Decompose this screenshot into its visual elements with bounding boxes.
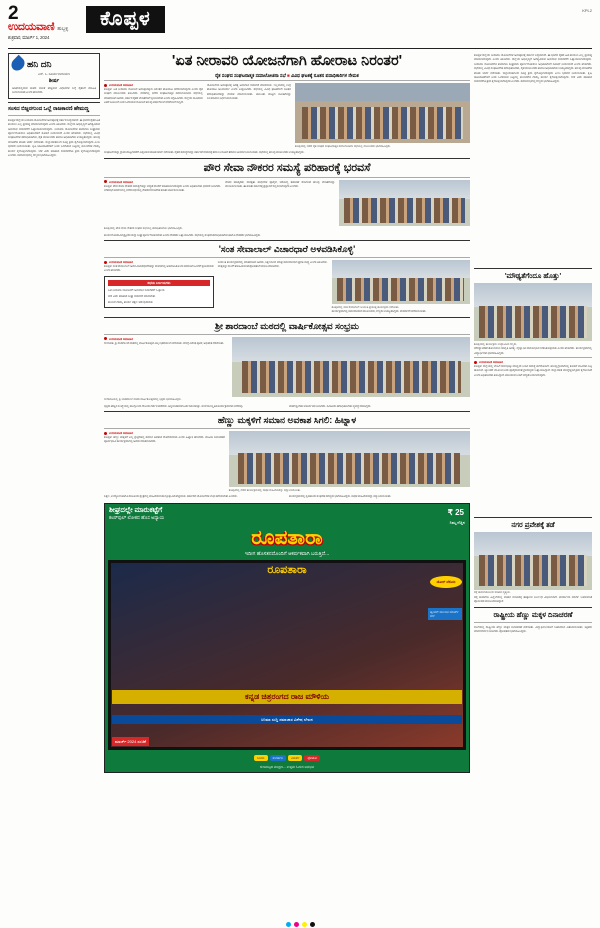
- hani-dani-sub: ಎಸ್. ಸಿ. ಸೂರ್ಯನಾರಾಯಣ: [37, 72, 71, 76]
- left-column: [8, 53, 100, 928]
- lead-body-row: [104, 83, 470, 148]
- hani-dani-logo-row: [12, 57, 96, 71]
- sevalal-row: [104, 260, 470, 314]
- sevalal-text-2: ಜಯಂತಿ ಕಾರ್ಯಕ್ರಮದಲ್ಲಿ ಮಾತನಾಡಿದ ಅವರು, ಶಿಕ್ಷಣದಿಂದ ಮಾತ್ರ ಸಮುದಾಯದ ಪ್ರಗತಿ ಸಾಧ್ಯ ಎಂದು ತಿಳಿಸಿದರು. ಮಕ್ಕಳನ್ನು ಶಾಲೆಗೆ ಕಳುಹಿಸುವಂತೆ ಪೋಷಕರಿಗೆ ಮನವಿ ಮಾಡಿದರು.: [217, 260, 328, 269]
- lead-photo-caption: ಕೊಪ್ಪಳದಲ್ಲಿ ನಡೆದ ರೈತ ಸಂಘದ ಸಂಘಟನಾತ್ಮಕ ಸಮಾಲೋಚನಾ ಸಭೆಯಲ್ಲಿ ಮುಖಂಡರು ಭಾಗವಹಿಸಿದ್ದರು.: [294, 143, 391, 148]
- paper-name: ಉದಯವಾಣಿ: [8, 21, 55, 33]
- women-text-2: ಶಿಕ್ಷಣ, ಉದ್ಯೋಗ ಹಾಗೂ ರಾಜಕೀಯ ಕ್ಷೇತ್ರದಲ್ಲಿ ಮಹಿಳೆಯರ ಪಾಲ್ಗೊಳ್ಳುವಿಕೆ ಹೆಚ್ಚಬೇಕು. ಸರ್ಕಾರದ ಯೋಜನೆಗಳ ಲಾಭ ಪಡೆಯಬೇಕು ಎಂದರು.: [104, 494, 238, 499]
- temple-col-1: [104, 337, 228, 397]
- sevalal-col-2: [218, 260, 328, 314]
- civic-text-3: ಕಾಯಂಗೊಳಿಸುವಿಕೆ ಪ್ರಕ್ರಿಯೆಯನ್ನು ಶೀಘ್ರ ಪೂರ್ಣಗೊಳಿಸಬೇಕು ಎಂದು ನೌಕರರು ಒತ್ತಾಯಿಸಿದರು. ಸಭೆಯಲ್ಲಿ ಸಂಘದ ಪದಾಧಿಕಾರಿಗಳು ಹಾಗೂ ನೌಕರರು ಭಾಗವಹಿಸಿದ್ದರು.: [104, 232, 261, 237]
- divider: [104, 334, 470, 335]
- sevalal-caption: ಕೊಪ್ಪಳದಲ್ಲಿ ಸಂತ ಸೇವಾಲಾಲ್ ಜಯಂತಿ ಪ್ರಯುಕ್ತ ಕಾರ್ಯಕ್ರಮ ನಡೆಯಿತು.: [331, 304, 400, 309]
- ad-chip[interactable]: ಫೋಟೋ: [304, 755, 320, 761]
- civic-byline: ಉದಯವಾಣಿ ಸಮಾಚಾರ: [104, 180, 221, 184]
- page-body: [8, 53, 592, 928]
- registration-dot-black: [310, 922, 315, 927]
- divider: [8, 102, 100, 103]
- resolutions-header: ಸಭೆಯ ನಿರ್ಣಯಗಳು: [108, 280, 210, 286]
- divider: [104, 80, 470, 81]
- women-row: [104, 431, 470, 492]
- resolution-item: ಕಾಲುವೆ ದುರಸ್ತಿ ಕಾರ್ಯ ತಕ್ಷಣ ಆರಂಭಿಸಬೇಕು: [108, 300, 153, 305]
- right-story1-caption: ಕೊಪ್ಪಳದಲ್ಲಿ ಕಾರ್ಯಕ್ರಮ ಉದ್ಘಾಟಿಸಿದ ಗಣ್ಯರು.: [474, 341, 517, 346]
- divider: [104, 177, 470, 178]
- temple-caption: ಗಂಗಾವತಿಯಲ್ಲಿ ಶ್ರೀ ಶಾರದಾಂಬೆ ಮಠದ ವಾರ್ಷಿಕೋತ್ಸವದಲ್ಲಿ ಭಕ್ತರು ಭಾಗವಹಿಸಿದ್ದರು.: [104, 397, 182, 401]
- ad-line-1: ಶೀಘ್ರದಲ್ಲೇ ಮಾರುಕಟ್ಟೆಗೆ: [109, 506, 163, 514]
- ad-callout-2: ಟ್ವಿಂಕಲ್ ಮುಂದಿನ ಮಾರ್ಚ್ ಬೆಲೆ: [428, 608, 462, 620]
- right-story1-headline: 'ಮೌಢ್ಯತೆಗೆಂದೂ ಹೊತ್ತು': [504, 273, 562, 280]
- lead-headline: 'ಏತ ನೀರಾವರಿ ಯೋಜನೆಗಾಗಿ ಹೋರಾಟ ನಿರಂತರ': [171, 53, 403, 69]
- ad-tagline: ನಿಮ್ಮ ನೆಚ್ಚಿನ: [449, 519, 465, 525]
- divider: [474, 622, 592, 623]
- lead-subhead-left: ರೈತ ಸಂಘದ ಸಂಘಟನಾತ್ಮಕ ಸಮಾಲೋಚನಾ ಸಭೆ: [215, 73, 286, 78]
- registration-dot-magenta: [294, 922, 299, 927]
- resolutions-box: [104, 276, 214, 309]
- lead-subhead-right: ವಿವಿಧ ಘಟಕಕ್ಕೆ ನೂತನ ಪದಾಧಿಕಾರಿಗಳ ನೇಮಕ: [291, 73, 359, 78]
- edition-title-box: [86, 6, 582, 33]
- women-photo: [229, 431, 470, 487]
- temple-row: [104, 337, 470, 397]
- civic-headline: ಪೌರ ಸೇವಾ ನೌಕರರ ಸಮಸ್ಯೆ ಪರಿಹಾರಕ್ಕೆ ಭರವಸೆ: [203, 161, 371, 174]
- right-column: [474, 53, 592, 928]
- lead-col-1: [104, 83, 203, 148]
- masthead: [8, 3, 592, 49]
- women-col-1: [104, 431, 225, 492]
- ad-sub: ಇದೀಗ ಹೊಸತನದೊಂದಿಗೆ ಆಕರ್ಷಕವಾಗಿ ಬರುತ್ತಿದೆ...: [244, 550, 330, 557]
- temple-photo: [232, 337, 470, 397]
- resolution-item: ಬೆಳೆ ವಿಮೆ ಪರಿಹಾರ ಶೀಘ್ರ ಬಿಡುಗಡೆ ಮಾಡಬೇಕು: [108, 294, 156, 299]
- edition-code: KPL2: [582, 8, 592, 13]
- women-caption: ಕೊಪ್ಪಳದಲ್ಲಿ ನಡೆದ ಕಾರ್ಯಕ್ರಮದಲ್ಲಿ ಸಾಧಕ ಮಹಿಳೆಯರನ್ನು ಸನ್ಮಾನಿಸಲಾಯಿತು.: [228, 487, 301, 492]
- ad-issue-badge: ಮಾರ್ಚ್ 2024 ಸಂಚಿಕೆ: [112, 737, 149, 746]
- temple-byline: ಉದಯವಾಣಿ ಸಮಾಚಾರ: [104, 337, 228, 341]
- civic-photo-block: [339, 180, 470, 226]
- subhead-separator-icon: ■: [287, 73, 292, 78]
- lead-photo: [295, 83, 470, 143]
- resolution-item: ಏತ ನೀರಾವರಿ ಯೋಜನೆಗೆ ಅನುದಾನ ಬಿಡುಗಡೆಗೆ ಒತ್ತಾಯ: [108, 287, 165, 292]
- divider: [104, 158, 470, 159]
- right-story1-body: ಮೌಢ್ಯಾಚರಣೆ ತೊಲಗಿಸಲು ಜಾಗೃತಿ ಅಗತ್ಯ. ವೈಜ್ಞಾನಿಕ ಮನೋಭಾವ ಬೆಳೆಸಿಕೊಳ್ಳಬೇಕು ಎಂದು ಹೇಳಿದರು. ಕಾರ್ಯಕ್ರಮದಲ್ಲಿ ವಿದ್ಯಾರ್ಥಿಗಳು ಭಾಗವಹಿಸಿದ್ದರು.: [474, 346, 592, 355]
- right-story3-body: ರಸ್ತೆ ಕಾಮಗಾರಿ ಹಿನ್ನೆಲೆಯಲ್ಲಿ ವಾಹನ ಸಂಚಾರಕ್ಕೆ ತಾತ್ಕಾಲಿಕ ನಿರ್ಬಂಧ ವಿಧಿಸಲಾಗಿದೆ. ಪರ್ಯಾಯ ಮಾರ್ಗ ಬಳಸುವಂತೆ ಪೊಲೀಸರು ಮನವಿ ಮಾಡಿದ್ದಾರೆ.: [474, 595, 592, 604]
- temple-headline: ಶ್ರೀ ಶಾರದಾಂಬೆ ಮಠದಲ್ಲಿ ವಾರ್ಷಿಕೋತ್ಸವ ಸಂಭ್ರಮ: [215, 320, 359, 331]
- ad-title: ರೂಪತಾರಾ: [251, 526, 323, 549]
- rupatara-advertisement[interactable]: [104, 503, 470, 773]
- page-number-block: [8, 3, 86, 40]
- right-story2-body: ಕೊಪ್ಪಳ: ಜಿಲ್ಲೆಯಲ್ಲಿ ಬೇಸಿಗೆ ಆರಂಭಕ್ಕೂ ಮುನ್ನವೇ ನೀರಿನ ಸಮಸ್ಯೆ ತಲೆದೋರಿದೆ. ಹಲವು ಗ್ರಾಮಗಳಲ್ಲಿ ಕೊಳವೆ ಬಾವಿಗಳು ಬತ್ತಿ ಹೋಗಿವೆ. ಟ್ಯಾಂಕರ್ ಮೂಲಕ ನೀರು ಪೂರೈಸುವಂತೆ ಗ್ರಾಮಸ್ಥರು ಒತ್ತಾಯಿಸಿದ್ದಾರೆ. ಜಿಲ್ಲಾಡಳಿತ ಮುನ್ನೆಚ್ಚರಿಕೆ ಕ್ರಮ ಕೈಗೊಂಡಿದೆ ಎಂದು ಅಧಿಕಾರಿಗಳು ತಿಳಿಸಿದ್ದಾರೆ. ಕುಡಿಯುವ ನೀರಿಗೆ ಆದ್ಯತೆ ನೀಡಲಾಗುವುದು.: [474, 363, 592, 377]
- divider: [474, 268, 592, 269]
- registration-dot-cyan: [286, 922, 291, 927]
- hani-dani-ad: [8, 53, 100, 99]
- city-name: ಹುಬ್ಬಳ್ಳಿ: [57, 26, 69, 31]
- date-line: ಶುಕ್ರವಾರ, ಮಾರ್ಚ್ 1, 2024: [8, 35, 50, 40]
- ad-cover-title: ರೂಪತಾರಾ: [267, 563, 307, 576]
- civic-photo: [339, 180, 470, 226]
- lead-text-2: ಯೋಜನೆಯ ಅನುಷ್ಠಾನಕ್ಕೆ ಅಗತ್ಯ ಅನುದಾನ ಬಿಡುಗಡೆ ಮಾಡಬೇಕು. ಇಲ್ಲವಾದಲ್ಲಿ ಉಗ್ರ ಹೋರಾಟ ಅನಿವಾರ್ಯ ಎಂದು ಎಚ್ಚರಿಸಿದರು. ಸಭೆಯಲ್ಲಿ ವಿವಿಧ ಘಟಕಗಳಿಗೆ ನೂತನ ಪದಾಧಿಕಾರಿಗಳನ್ನು ನೇಮಕ ಮಾಡಲಾಯಿತು. ತಾಲೂಕು ಮಟ್ಟದ ಸಮಿತಿಗಳನ್ನು ಬಲಪಡಿಸಲು ನಿರ್ಧರಿಸಲಾಯಿತು.: [206, 83, 291, 101]
- ad-header: [105, 504, 469, 528]
- sevalal-photo: [332, 260, 470, 304]
- hani-dani-brand: ಹನಿ ದನಿ: [27, 58, 52, 69]
- civic-col-1: [104, 180, 221, 226]
- divider: [104, 428, 470, 429]
- civic-row: [104, 180, 470, 226]
- temple-text-row: [104, 404, 470, 408]
- right-story4-body: ಶಾಲೆಯಲ್ಲಿ ರಾಷ್ಟ್ರೀಯ ಹೆಣ್ಣು ಮಕ್ಕಳ ದಿನಾಚರಣೆ ನಡೆಯಿತು. ವಿದ್ಯಾರ್ಥಿನಿಯರಿಗೆ ಬಹುಮಾನ ವಿತರಿಸಲಾಯಿತು. ಶಿಕ್ಷಕರು ಮಾರ್ಗದರ್ಶನ ನೀಡಿದರು. ಪೋಷಕರು ಭಾಗವಹಿಸಿದ್ದರು.: [474, 624, 592, 634]
- sevalal-text-3: ಕಾರ್ಯಕ್ರಮದಲ್ಲಿ ಸಮುದಾಯದ ಮುಖಂಡರು, ಗಣ್ಯರು ಉಪಸ್ಥಿತರಿದ್ದರು. ಮೆರವಣಿಗೆ ನಡೆಸಲಾಯಿತು.: [331, 309, 427, 314]
- sevalal-byline: ಉದಯವಾಣಿ ಸಮಾಚಾರ: [104, 260, 214, 264]
- divider: [8, 115, 100, 116]
- right-story4-headline: ರಾಷ್ಟ್ರೀಯ ಹೆಣ್ಣು ಮಕ್ಕಳ ದಿನಾಚರಣೆ: [493, 611, 573, 619]
- temple-text-2: ಭಕ್ತರು ಹೆಚ್ಚಿನ ಸಂಖ್ಯೆಯಲ್ಲಿ ಪಾಲ್ಗೊಂಡು ದೇವಿಯ ದರ್ಶನ ಪಡೆದರು. ಅನ್ನಸಂತರ್ಪಣೆ ಏರ್ಪಡಿಸಲಾಗಿತ್ತು. ಸಂಜೆ ಸಾಂಸ್ಕೃತಿಕ ಕಾರ್ಯಕ್ರಮಗಳು ನಡೆದವು.: [104, 403, 244, 408]
- temple-text-1: ಗಂಗಾವತಿ: ಶ್ರೀ ಶಾರದಾಂಬೆ ಮಠದಲ್ಲಿ ವಾರ್ಷಿಕೋತ್ಸವ ವಿಜೃಂಭಣೆಯಿಂದ ನಡೆಯಿತು. ಬೆಳಗ್ಗೆ ವಿಶೇಷ ಪೂಜೆ, ಅಭಿಷೇಕ ನೆರವೇರಿತು.: [104, 340, 225, 345]
- edition-title: ಕೊಪ್ಪಳ: [86, 6, 165, 33]
- water-drop-icon: [9, 55, 27, 73]
- women-headline: ಹೆಣ್ಣು ಮಕ್ಕಳಿಗೆ ಸಮಾನ ಅವಕಾಶ ಸಿಗಲಿ: ಹಿಟ್ನಾಳ: [217, 415, 357, 425]
- ad-price: ₹ 25: [447, 507, 464, 517]
- lead-col-2: [207, 83, 291, 148]
- ad-magazine-cover: [108, 560, 466, 750]
- divider: [104, 257, 470, 258]
- right-story3-caption: ರಸ್ತೆ ಕಾಮಗಾರಿಯಿಂದ ಸಂಚಾರ ವ್ಯತ್ಯಯ.: [474, 590, 511, 595]
- ad-footer: ಗುಣಮಟ್ಟದ ಮುದ್ರಣ... ಉತ್ತಮ ಓದುಗ ಅನುಭವ: [259, 764, 315, 769]
- lead-subhead: [104, 73, 470, 78]
- ad-chip[interactable]: ಸಿನಿಮಾ: [254, 755, 268, 761]
- ad-chip[interactable]: ಸಂದರ್ಶನ: [270, 755, 286, 761]
- registration-dot-yellow: [302, 922, 307, 927]
- left-story-body: ಕೊಪ್ಪಳ ಜಿಲ್ಲೆಯ ನೀರಾವರಿ ಯೋಜನೆಗಳ ಅನುಷ್ಠಾನಕ್ಕೆ ಸರ್ಕಾರ ಬದ್ಧವಾಗಿದೆ. ಈ ಭಾಗದ ರೈತರ ಹಿತ ಕಾಯಲು ಎಲ್ಲ ಪ್ರಯತ್ನ ಮಾಡಲಾಗುವುದು ಎಂದು ತಿಳಿಸಿದರು. ಜಿಲ್ಲೆಯ ಅಭಿವೃದ್ಧಿಗೆ ಅಗತ್ಯವಿರುವ ಅನುದಾನ ಬಿಡುಗಡೆಗೆ ಒತ್ತಾಯಿಸಲಾಗುವುದು. ನೀರಾವರಿ ಯೋಜನೆಗಳ ಕಾಮಗಾರಿ ಶೀಘ್ರವಾಗಿ ಪೂರ್ಣಗೊಳಿಸಲು ಅಧಿಕಾರಿಗಳಿಗೆ ಸೂಚನೆ ನೀಡಲಾಗಿದೆ ಎಂದು ಹೇಳಿದರು. ಸಭೆಯಲ್ಲಿ ವಿವಿಧ ಸಂಘಟನೆಗಳ ಪದಾಧಿಕಾರಿಗಳು, ರೈತ ಮುಖಂಡರು ಹಾಗೂ ಅಧಿಕಾರಿಗಳು ಉಪಸ್ಥಿತರಿದ್ದರು. ಹಲವು ಬೇಡಿಕೆಗಳ ಕುರಿತು ಚರ್ಚೆ ನಡೆಯಿತು. ಜಿಲ್ಲಾಡಳಿತದಿಂದ ಸೂಕ್ತ ಕ್ರಮ ಕೈಗೊಳ್ಳಲಾಗುವುದು ಎಂಬ ಭರವಸೆ ನೀಡಲಾಯಿತು. ಕೃಷಿ ಚಟುವಟಿಕೆಗಳಿಗೆ ನೀರು ಒದಗಿಸುವ ನಿಟ್ಟಿನಲ್ಲಿ ಕಾಲುವೆಗಳ ದುರಸ್ತಿ ಕಾರ್ಯ ಕೈಗೊಳ್ಳಲಾಗುವುದು. ಬೆಳೆ ವಿಮೆ ಪರಿಹಾರ ಬಿಡುಗಡೆಗೂ ಕ್ರಮ ಕೈಗೊಳ್ಳಲಾಗುವುದು ಎಂದರು. ಸಮಾರಂಭದಲ್ಲಿ ಗಣ್ಯರು ಭಾಗವಹಿಸಿದ್ದರು.: [8, 117, 100, 158]
- ad-chip[interactable]: ವಿಮರ್ಶೆ: [288, 755, 303, 761]
- bullet-icon: [104, 180, 107, 183]
- right-filler-text: ಕೊಪ್ಪಳ ಜಿಲ್ಲೆಯ ನೀರಾವರಿ ಯೋಜನೆಗಳ ಅನುಷ್ಠಾನಕ್ಕೆ ಸರ್ಕಾರ ಬದ್ಧವಾಗಿದೆ. ಈ ಭಾಗದ ರೈತರ ಹಿತ ಕಾಯಲು ಎಲ್ಲ ಪ್ರಯತ್ನ ಮಾಡಲಾಗುವುದು ಎಂದು ತಿಳಿಸಿದರು. ಜಿಲ್ಲೆಯ ಅಭಿವೃದ್ಧಿಗೆ ಅಗತ್ಯವಿರುವ ಅನುದಾನ ಬಿಡುಗಡೆಗೆ ಒತ್ತಾಯಿಸಲಾಗುವುದು. ನೀರಾವರಿ ಯೋಜನೆಗಳ ಕಾಮಗಾರಿ ಶೀಘ್ರವಾಗಿ ಪೂರ್ಣಗೊಳಿಸಲು ಅಧಿಕಾರಿಗಳಿಗೆ ಸೂಚನೆ ನೀಡಲಾಗಿದೆ ಎಂದು ಹೇಳಿದರು. ಸಭೆಯಲ್ಲಿ ವಿವಿಧ ಸಂಘಟನೆಗಳ ಪದಾಧಿಕಾರಿಗಳು, ರೈತ ಮುಖಂಡರು ಹಾಗೂ ಅಧಿಕಾರಿಗಳು ಉಪಸ್ಥಿತರಿದ್ದರು. ಹಲವು ಬೇಡಿಕೆಗಳ ಕುರಿತು ಚರ್ಚೆ ನಡೆಯಿತು. ಜಿಲ್ಲಾಡಳಿತದಿಂದ ಸೂಕ್ತ ಕ್ರಮ ಕೈಗೊಳ್ಳಲಾಗುವುದು ಎಂಬ ಭರವಸೆ ನೀಡಲಾಯಿತು. ಕೃಷಿ ಚಟುವಟಿಕೆಗಳಿಗೆ ನೀರು ಒದಗಿಸುವ ನಿಟ್ಟಿನಲ್ಲಿ ಕಾಲುವೆಗಳ ದುರಸ್ತಿ ಕಾರ್ಯ ಕೈಗೊಳ್ಳಲಾಗುವುದು. ಬೆಳೆ ವಿಮೆ ಪರಿಹಾರ ಬಿಡುಗಡೆಗೂ ಕ್ರಮ ಕೈಗೊಳ್ಳಲಾಗುವುದು ಎಂದರು. ಸಮಾರಂಭದಲ್ಲಿ ಗಣ್ಯರು ಭಾಗವಹಿಸಿದ್ದರು.: [474, 53, 592, 84]
- temple-photo-block: [232, 337, 470, 397]
- ad-chip-row: [105, 753, 469, 763]
- left-story-headline: ಸಂಸದ ಬಿಜ್ಜರಗುಂದ ಒಲ್ಲೆ ರಾಜಕಾರಣಿ ಹೇಮಣ್ಣ: [8, 105, 90, 112]
- hani-dani-head: ಶೀರ್ಷ: [48, 78, 60, 84]
- page-number: 2: [8, 3, 19, 24]
- right-story3-headline: ನಗರ ಪ್ರವೇಶಕ್ಕೆ ತಡೆ: [511, 521, 555, 529]
- civic-text-2: ವೇತನ ಪರಿಷ್ಕರಣೆ, ಸುರಕ್ಷತಾ ಸಾಧನಗಳ ಪೂರೈಕೆ, ಆರೋಗ್ಯ ತಪಾಸಣೆ ಸೇರಿದಂತೆ ಹಲವು ಬೇಡಿಕೆಗಳನ್ನು ಮಂಡಿಸಲಾಯಿತು. ಈ ಕುರಿತು ಸರ್ಕಾರಕ್ಕೆ ಪ್ರಸ್ತಾವನೆ ಸಲ್ಲಿಸಲಾಗುವುದು ಎಂದರು.: [225, 179, 335, 188]
- women-text-3: ಕಾರ್ಯಕ್ರಮದಲ್ಲಿ ಸ್ವಸಹಾಯ ಸಂಘಗಳ ಸದಸ್ಯರು ಭಾಗವಹಿಸಿದ್ದರು. ಸಾಧಕ ಮಹಿಳೆಯರನ್ನು ಸನ್ಮಾನಿಸಲಾಯಿತು.: [289, 494, 392, 499]
- civic-text-1: ಕೊಪ್ಪಳ: ಪೌರ ಸೇವಾ ನೌಕರರ ಸಮಸ್ಯೆಗಳನ್ನು ಆದ್ಯತೆ ಮೇರೆಗೆ ಪರಿಹರಿಸಲಾಗುವುದು ಎಂದು ಅಧಿಕಾರಿಗಳು ಭರವಸೆ ನೀಡಿದರು. ನಗರಸಭೆ ಆವರಣದಲ್ಲಿ ನಡೆದ ಸಭೆಯಲ್ಲಿ ನೌಕರರ ಬೇಡಿಕೆಗಳ ಕುರಿತು ಚರ್ಚಿಸಲಾಯಿತು.: [104, 183, 222, 192]
- divider: [104, 411, 470, 412]
- ad-cover-band-2: ಸಿನಿಮಾ ಸುದ್ದಿ ಸಮಾಚಾರ ವಿಶೇಷ ಲೇಖನ: [112, 715, 462, 724]
- hani-dani-body: ಅಡಿಕೆಯಲ್ಲಿರುವ ಕಾಳಜಿ ಬಾಳಿಕೆ ಹೆಚ್ಚಿಸುವ ವಿಧಾನಗಳ ಬಗ್ಗೆ ರೈತರಿಗೆ ಮಾಹಿತಿ ನೀಡಲಾಯಿತು ಎಂದು ಹೇಳಿದರು.: [12, 86, 96, 95]
- civic-col-2: [225, 180, 335, 226]
- women-text-row: [104, 494, 470, 498]
- ad-line-2: ಕಲರ್‌ಫುಲ್ ಲೋಕದ ಹೊಸ ಅಧ್ಯಾಯ: [109, 514, 165, 520]
- temple-text-3: ಮಠದ ಶ್ರೀಗಳು ಆಶೀರ್ವಚನ ನೀಡಿದರು. ಸಮಿತಿಯ ಪದಾಧಿಕಾರಿಗಳು ವ್ಯವಸ್ಥೆ ಮಾಡಿದ್ದರು.: [289, 403, 372, 408]
- divider: [104, 317, 470, 318]
- ad-cover-band: ಕನ್ನಡ ಚಿತ್ರರಂಗದ ರಾಜ ಮೌಳಿಯ: [112, 690, 462, 704]
- center-column: [104, 53, 470, 928]
- bullet-icon: [104, 337, 107, 340]
- civic-caption: ಕೊಪ್ಪಳದಲ್ಲಿ ಪೌರ ಸೇವಾ ನೌಕರರ ಸಂಘದ ಸಭೆಯಲ್ಲಿ ಪದಾಧಿಕಾರಿಗಳು ಭಾಗವಹಿಸಿದ್ದರು.: [104, 226, 183, 230]
- divider: [474, 607, 592, 608]
- lead-text-3: ಸಂಘಟನೆಯನ್ನು ಗ್ರಾಮ ಮಟ್ಟದವರೆಗೆ ವಿಸ್ತರಿಸುವ ಕುರಿತು ಚರ್ಚೆ ನಡೆಯಿತು. ರೈತರ ಸಮಸ್ಯೆಗಳನ್ನು ಸರ್ಕಾರದ ಗಮನಕ್ಕೆ ತರಲು ನಿಯೋಗ ತೆರಳಲು ತೀರ್ಮಾನಿಸಲಾಯಿತು. ಸಭೆಯಲ್ಲಿ ಹಲವು ಮುಖಂಡರು ಉಪಸ್ಥಿತರಿದ್ದರು.: [104, 150, 305, 155]
- lead-photo-block: [295, 83, 470, 148]
- women-photo-block: [229, 431, 470, 492]
- right-story1-photo: [474, 283, 592, 341]
- sevalal-photo-block: [332, 260, 470, 314]
- sevalal-headline: 'ಸಂತ ಸೇವಾಲಾಲ್ ವಿಚಾರಧಾರೆ ಅಳವಡಿಸಿಕೊಳ್ಳಿ': [218, 244, 356, 254]
- lead-text-1: ಕೊಪ್ಪಳ: ಏತ ನೀರಾವರಿ ಯೋಜನೆ ಅನುಷ್ಠಾನಕ್ಕಾಗಿ ನಿರಂತರ ಹೋರಾಟ ನಡೆಸಲಾಗುವುದು ಎಂದು ರೈತ ಸಂಘದ ಮುಖಂಡರು ತಿಳಿಸಿದರು. ನಗರದಲ್ಲಿ ನಡೆದ ಸಂಘಟನಾತ್ಮಕ ಸಮಾಲೋಚನಾ ಸಭೆಯಲ್ಲಿ ಮಾತನಾಡಿದ ಅವರು, ಸರ್ಕಾರ ರೈತರ ಬೇಡಿಕೆಗಳಿಗೆ ಸ್ಪಂದಿಸಬೇಕು ಎಂದು ಆಗ್ರಹಿಸಿದರು. ಜಿಲ್ಲೆಯ ಸಾವಿರಾರು ಎಕರೆ ಜಮೀನಿಗೆ ನೀರು ಒದಗಿಸುವ ಯೋಜನೆ ಹಲವು ವರ್ಷಗಳಿಂದ ನೆನೆಗುದಿಗೆ ಬಿದ್ದಿದೆ.: [104, 87, 203, 105]
- sevalal-text-1: ಕೊಪ್ಪಳ: ಸಂತ ಸೇವಾಲಾಲ್ ಅವರ ವಿಚಾರಧಾರೆಗಳನ್ನು ಜೀವನದಲ್ಲಿ ಅಳವಡಿಸಿಕೊಂಡು ಸಮಾಜದ ಏಳಿಗೆಗೆ ಶ್ರಮಿಸಬೇಕು ಎಂದು ಹೇಳಿದರು.: [104, 264, 214, 273]
- right-story2-byline: ಉದಯವಾಣಿ ಸಮಾಚಾರ: [474, 360, 592, 364]
- right-story3-photo: [474, 532, 592, 590]
- color-registration-bar: [0, 920, 600, 928]
- women-text-1: ಕೊಪ್ಪಳ: ಹೆಣ್ಣು ಮಕ್ಕಳಿಗೆ ಎಲ್ಲ ಕ್ಷೇತ್ರಗಳಲ್ಲಿ ಸಮಾನ ಅವಕಾಶ ದೊರೆಯಬೇಕು ಎಂದು ಹಿಟ್ನಾಳ ಹೇಳಿದರು. ಮಹಿಳಾ ದಿನಾಚರಣೆ ಪೂರ್ವಭಾವಿ ಕಾರ್ಯಕ್ರಮದಲ್ಲಿ ಅವರು ಮಾತನಾಡಿದರು.: [104, 435, 225, 444]
- divider: [474, 517, 592, 518]
- divider: [474, 357, 592, 358]
- divider: [104, 240, 470, 241]
- ad-callout-1: ಡೋರ್ ಡೆಲಿವರಿ: [430, 576, 462, 588]
- lead-byline: ಉದಯವಾಣಿ ಸಮಾಚಾರ: [104, 83, 203, 87]
- women-byline: ಉದಯವಾಣಿ ಸಮಾಚಾರ: [104, 431, 225, 435]
- sevalal-col-1: [104, 260, 214, 314]
